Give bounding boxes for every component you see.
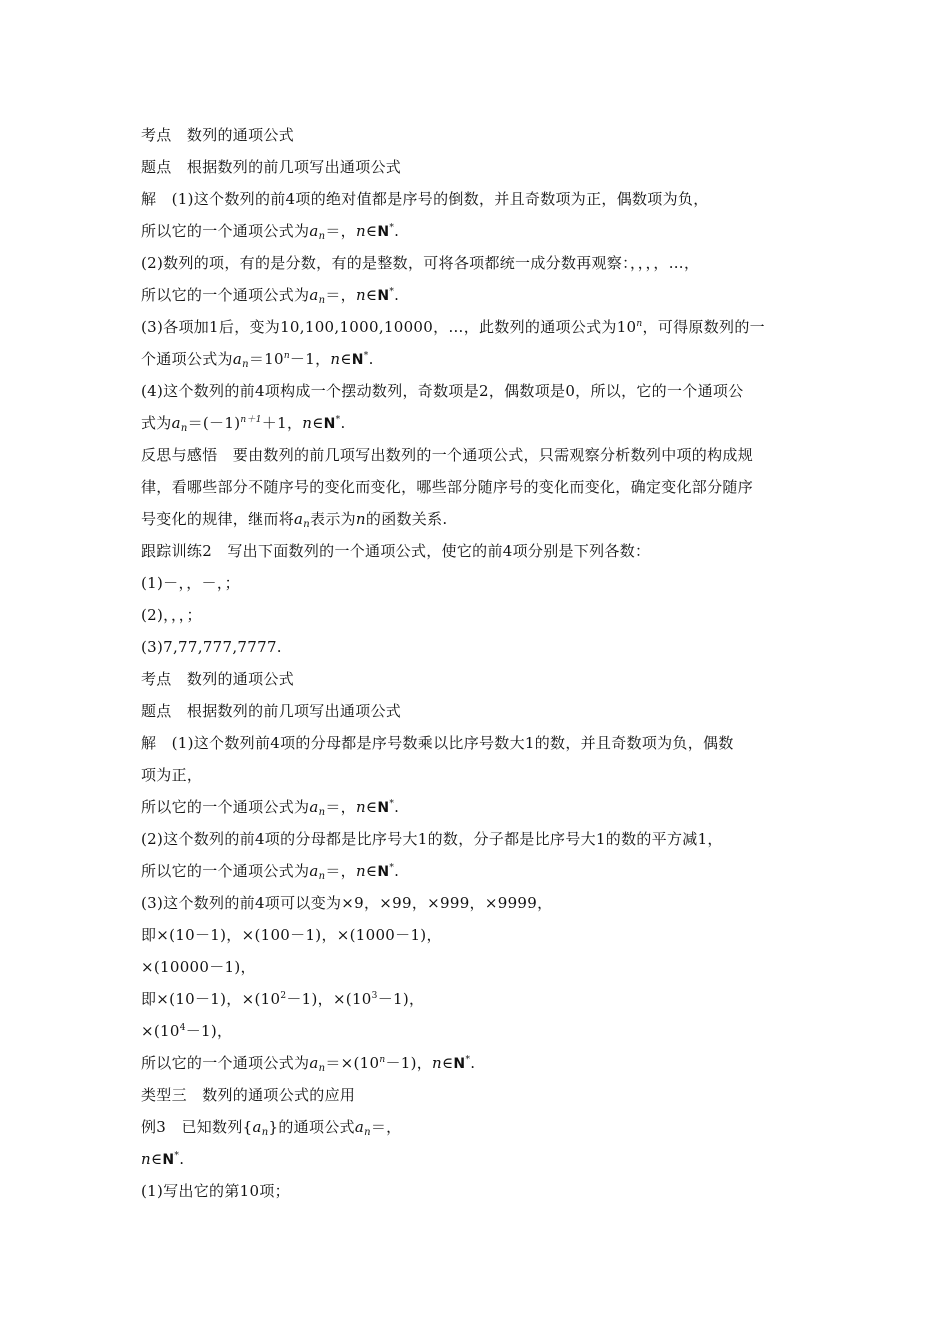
solution-line: 即×(10－1)，$\times(10^2-1)$，$\times(10^3-1)$，	[141, 990, 425, 1008]
exercise-item: (3)7,77,777,7777.	[141, 638, 282, 656]
section-heading: 类型三 数列的通项公式的应用	[141, 1086, 356, 1104]
exercise-item: (2)，，，；	[141, 606, 202, 624]
reflection-line: 律，看哪些部分不随序号的变化而变化，哪些部分随序号的变化而变化，确定变化部分随序	[141, 478, 754, 496]
solution-line: 解 (1)这个数列的前4项的绝对值都是序号的倒数，并且奇数项为正，偶数项为负，	[141, 190, 709, 208]
exercise-item: (1)－，，－，；	[141, 574, 240, 592]
topic-label: 考点 数列的通项公式	[141, 126, 295, 144]
formula-line: 个通项公式为$a_n=10^n-1$，n∈N*.	[141, 350, 374, 370]
example-domain: n∈N*.	[141, 1150, 185, 1168]
solution-line: (2)数列的项，有的是分数，有的是整数，可将各项都统一成分数再观察：，，，，…，	[141, 254, 700, 272]
formula-line: 所以它的一个通项公式为$a_n=\times(10^n-1)$，n∈N*.	[141, 1054, 476, 1074]
solution-line: 项为正，	[141, 766, 203, 784]
formula-line: 所以它的一个通项公式为$a_n=$，n∈N*.	[141, 862, 400, 882]
formula-line: 式为$a_n=(-1)^{n+1}+1$，n∈N*.	[141, 414, 346, 434]
topic-label: 考点 数列的通项公式	[141, 670, 295, 688]
exercise-heading: 跟踪训练2 写出下面数列的一个通项公式，使它的前4项分别是下列各数：	[141, 542, 651, 560]
formula-line: 所以它的一个通项公式为$a_n=$，n∈N*.	[141, 286, 400, 306]
solution-line: 解 (1)这个数列前4项的分母都是序号数乘以比序号数大1的数，并且奇数项为负，偶数	[141, 734, 734, 752]
solution-line: ×(10000－1)，	[141, 958, 256, 976]
solution-line: (3)各项加1后，变为10,100,1000,10000，…，此数列的通项公式为10$^n$，可得原数列的一	[141, 318, 765, 336]
example-heading: 例3 已知数列$\{a_n\}$的通项公式$a_n=$，	[141, 1118, 402, 1138]
reflection-line: 反思与感悟 要由数列的前几项写出数列的一个通项公式，只需观察分析数列中项的构成规	[141, 446, 754, 464]
solution-line: 即×(10－1)，×(100－1)，×(1000－1)，	[141, 926, 442, 944]
example-question: (1)写出它的第10项；	[141, 1182, 290, 1200]
subtopic-label: 题点 根据数列的前几项写出通项公式	[141, 702, 402, 720]
solution-line: (4)这个数列的前4项构成一个摆动数列，奇数项是2，偶数项是0，所以，它的一个通项公	[141, 382, 744, 400]
solution-line: (2)这个数列的前4项的分母都是比序号大1的数，分子都是比序号大1的数的平方减1，	[141, 830, 723, 848]
solution-line: $\times(10^4-1)$，	[141, 1022, 233, 1040]
reflection-line: 号变化的规律，继而将$a_n$表示为n的函数关系.	[141, 510, 448, 530]
formula-line: 所以它的一个通项公式为$a_n=$，n∈N*.	[141, 798, 400, 818]
subtopic-label: 题点 根据数列的前几项写出通项公式	[141, 158, 402, 176]
formula-line: 所以它的一个通项公式为$a_n=$，n∈N*.	[141, 222, 400, 242]
solution-line: (3)这个数列的前4项可以变为×9，×99，×999，×9999，	[141, 894, 553, 912]
